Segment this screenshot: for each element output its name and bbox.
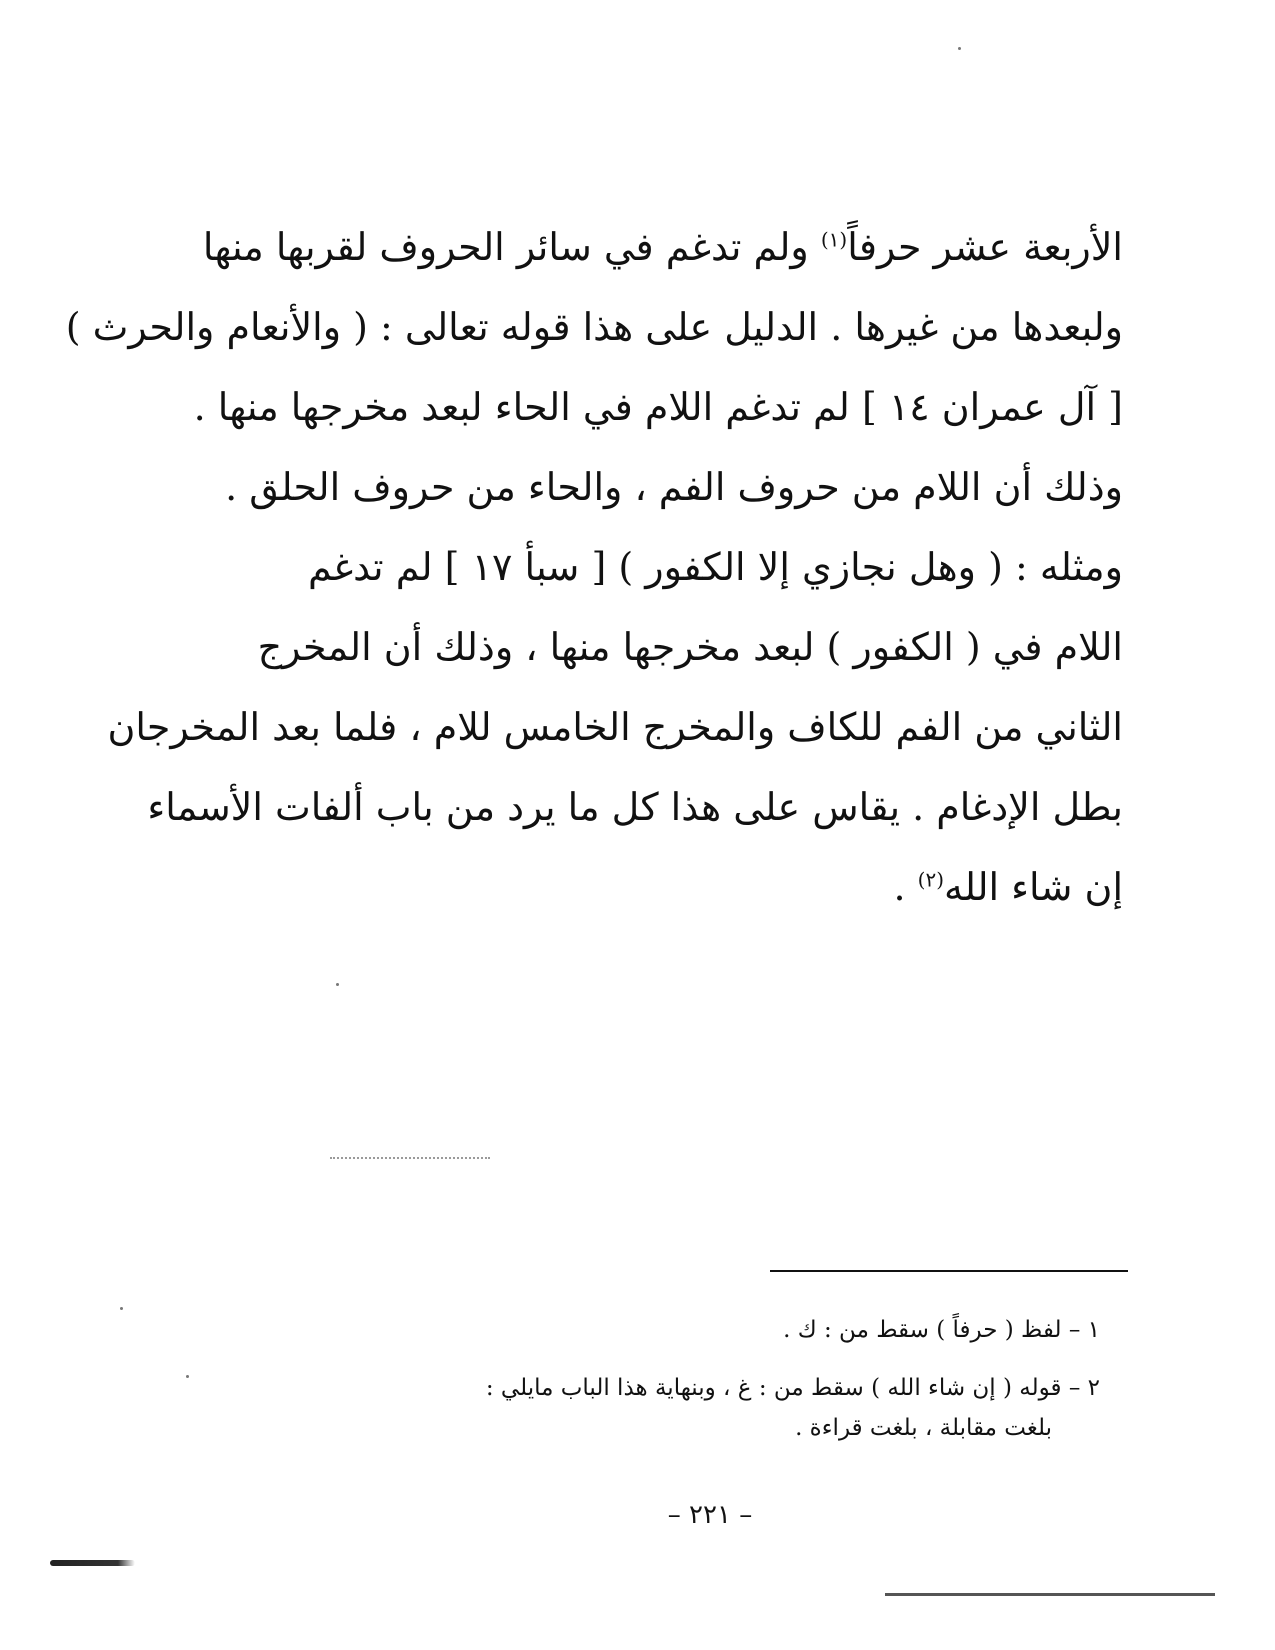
footnote-2-continuation: بلغت مقابلة ، بلغت قراءة . — [795, 1415, 1052, 1441]
text-line-9 — [318, 847, 1123, 927]
main-text — [65, 207, 1123, 927]
scan-speck — [336, 983, 339, 986]
scan-speck — [120, 1307, 123, 1310]
footnote-separator — [770, 1270, 1128, 1272]
scan-speck — [958, 47, 961, 50]
text-line-2: ولبعدها من غيرها . الدليل على هذا قوله تعالى : ( والأنعام والحرث ) — [65, 305, 1123, 349]
page-number: – ٢٢١ – — [667, 1500, 753, 1530]
text-line-1 — [202, 207, 1123, 287]
footnote-mark-1: (١) — [820, 227, 848, 252]
scan-speck — [186, 1375, 189, 1378]
footnote-mark-2: (٢) — [917, 867, 944, 892]
text-line-1-start: الأربعة عشر حرفاً — [847, 225, 1123, 269]
footnote-2-text: قوله ( إن شاء الله ) سقط من : غ ، وبنهاية هذا الباب مايلي : — [485, 1375, 1062, 1401]
scan-edge-mark — [50, 1560, 135, 1566]
text-line-1-end: ولم تدغم في سائر الحروف لقربها منها — [202, 225, 809, 269]
text-line-9-end: . — [893, 865, 906, 909]
text-line-9-start: إن شاء الله — [944, 865, 1123, 909]
footnote-1-number: ١ – — [1068, 1317, 1100, 1343]
footnotes — [340, 1310, 1100, 1448]
text-line-8: بطل الإدغام . يقاس على هذا كل ما يرد من باب ألفات الأسماء — [147, 785, 1123, 829]
text-line-4: وذلك أن اللام من حروف الفم ، والحاء من حروف الحلق . — [225, 465, 1123, 509]
text-line-7: الثاني من الفم للكاف والمخرج الخامس للام ، فلما بعد المخرجان — [107, 705, 1123, 749]
decorative-dotted-line — [330, 1157, 490, 1159]
footnote-2 — [340, 1368, 1100, 1408]
footnote-1-text: لفظ ( حرفاً ) سقط من : ك . — [783, 1317, 1062, 1343]
footnote-1 — [340, 1310, 1100, 1350]
text-line-5: ومثله : ( وهل نجازي إلا الكفور ) [ سبأ ١٧ ] لم تدغم — [307, 545, 1123, 589]
footnote-gap — [340, 1350, 1100, 1368]
footnote-2-number: ٢ – — [1068, 1375, 1100, 1401]
text-line-3: [ آل عمران ١٤ ] لم تدغم اللام في الحاء لبعد مخرجها منها . — [193, 385, 1123, 429]
text-line-6: اللام في ( الكفور ) لبعد مخرجها منها ، وذلك أن المخرج — [257, 625, 1123, 669]
scan-bottom-line — [885, 1593, 1215, 1596]
